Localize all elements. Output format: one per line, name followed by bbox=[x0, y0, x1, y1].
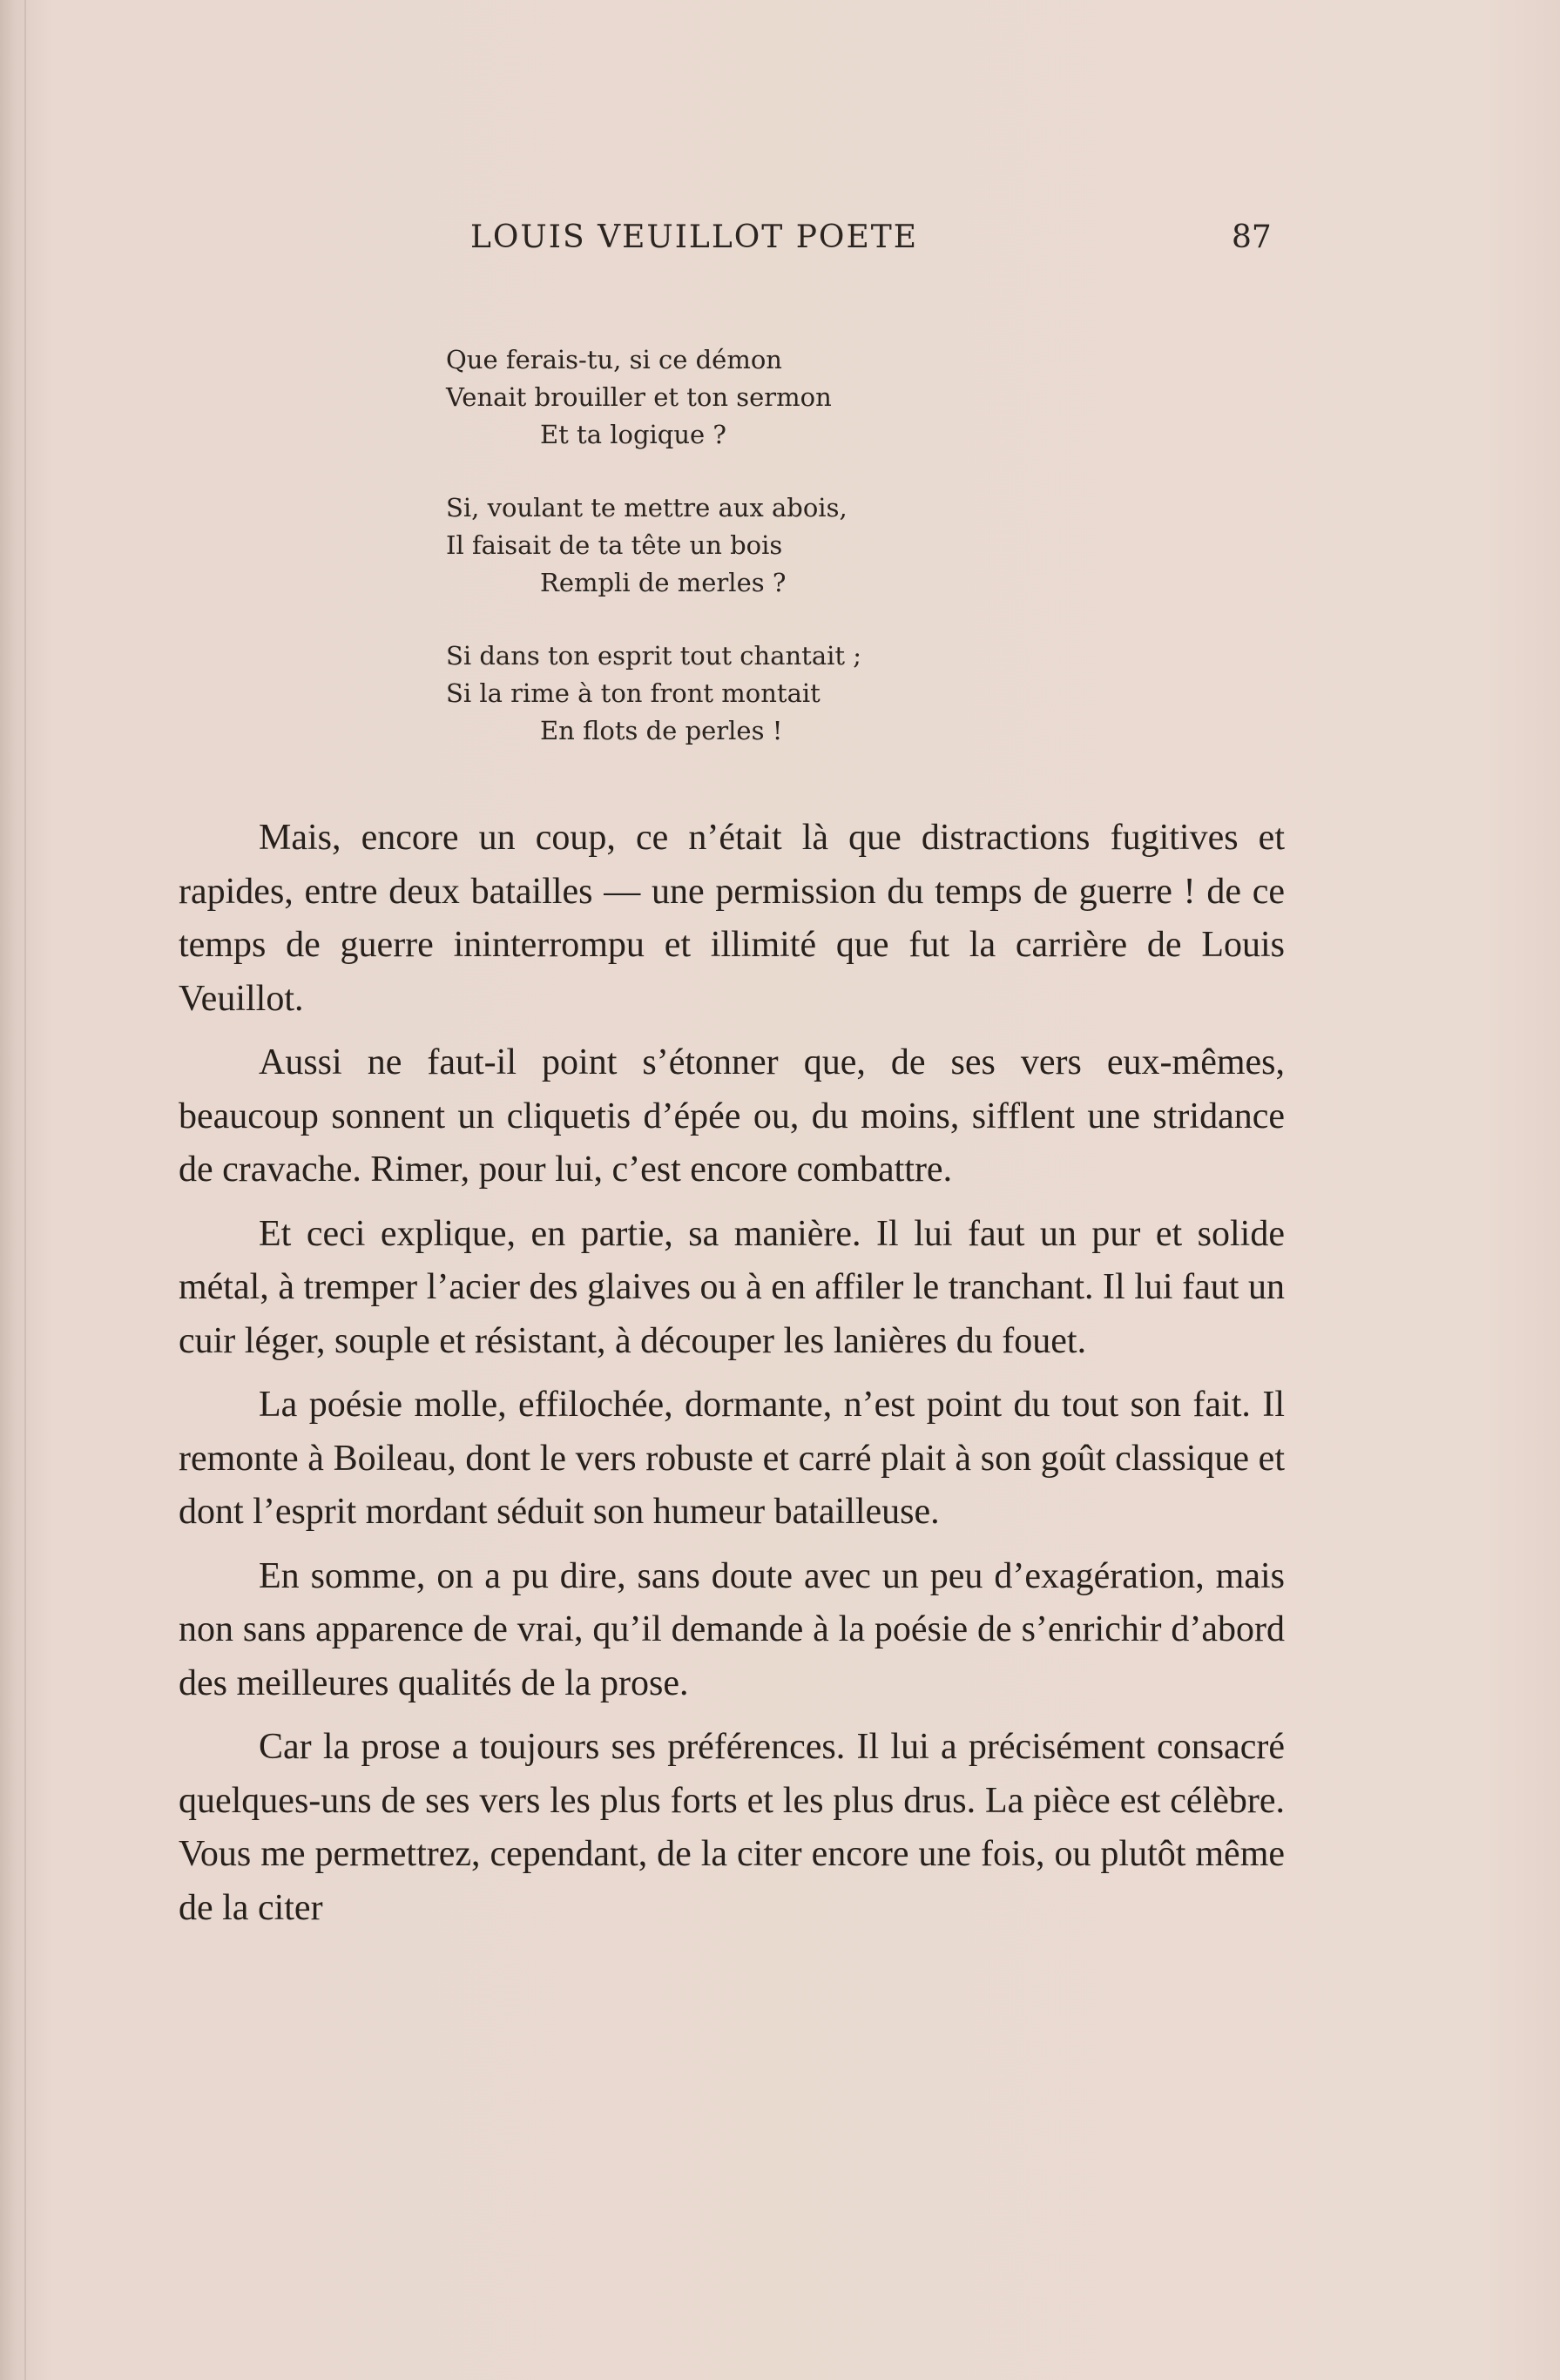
binding-gutter bbox=[24, 0, 26, 2380]
poem-line: Venait brouiller et ton sermon bbox=[446, 382, 832, 412]
body-text bbox=[179, 812, 1285, 1945]
poem-excerpt bbox=[446, 341, 861, 785]
paragraph: Et ceci explique, en partie, sa manière. Il lui faut un pur et solide métal, à tremper l’acier des glaives ou à en affiler le tranchant. Il lui faut un cuir léger, souple et résistant, à découper les lanières du fouet. bbox=[179, 1213, 1285, 1361]
paragraph: En somme, on a pu dire, sans doute avec un peu d’exagération, mais non sans apparence de vrai, qu’il demande à la poésie de s’enrichir d’abord des meilleures qualités de la prose. bbox=[179, 1555, 1285, 1703]
poem-line: En flots de perles ! bbox=[540, 716, 783, 745]
poem-line: Il faisait de ta tête un bois bbox=[446, 530, 783, 560]
poem-line: Si, voulant te mettre aux abois, bbox=[446, 493, 848, 523]
running-title: LOUIS VEUILLOT POETE bbox=[470, 219, 919, 255]
poem-line: Si la rime à ton front montait bbox=[446, 678, 821, 708]
poem-stanza-1 bbox=[446, 341, 861, 454]
paragraph: Car la prose a toujours ses préférences. Il lui a précisément consacré quelques-uns de ses vers les plus forts et les plus drus. La pièce est célèbre. Vous me permettrez, cependant, de la citer encore une fois, ou plutôt même de la citer bbox=[179, 1727, 1285, 1928]
poem-stanza-2 bbox=[446, 489, 861, 602]
poem-line: Si dans ton esprit tout chantait ; bbox=[446, 641, 862, 671]
poem-line: Et ta logique ? bbox=[540, 420, 726, 449]
page-number: 87 bbox=[1232, 219, 1272, 255]
paragraph: Mais, encore un coup, ce n’était là que distractions fugitives et rapides, entre deux batailles — une permission du temps de guerre ! de ce temps de guerre ininterrompu et illimité que fut la carrière de Louis Veuillot. bbox=[179, 818, 1285, 1019]
poem-line: Rempli de merles ? bbox=[540, 568, 787, 597]
paragraph: La poésie molle, effilochée, dormante, n’est point du tout son fait. Il remonte à Boileau, dont le vers robuste et carré plait à son goût classique et dont l’esprit mordant séduit son humeur batailleuse. bbox=[179, 1385, 1285, 1532]
poem-line: Que ferais-tu, si ce démon bbox=[446, 345, 782, 374]
poem-stanza-3 bbox=[446, 637, 861, 750]
paragraph: Aussi ne faut-il point s’étonner que, de ses vers eux-mêmes, beaucoup sonnent un cliquetis d’épée ou, du moins, sifflent une stridance de cravache. Rimer, pour lui, c’est encore combattre. bbox=[179, 1042, 1285, 1190]
